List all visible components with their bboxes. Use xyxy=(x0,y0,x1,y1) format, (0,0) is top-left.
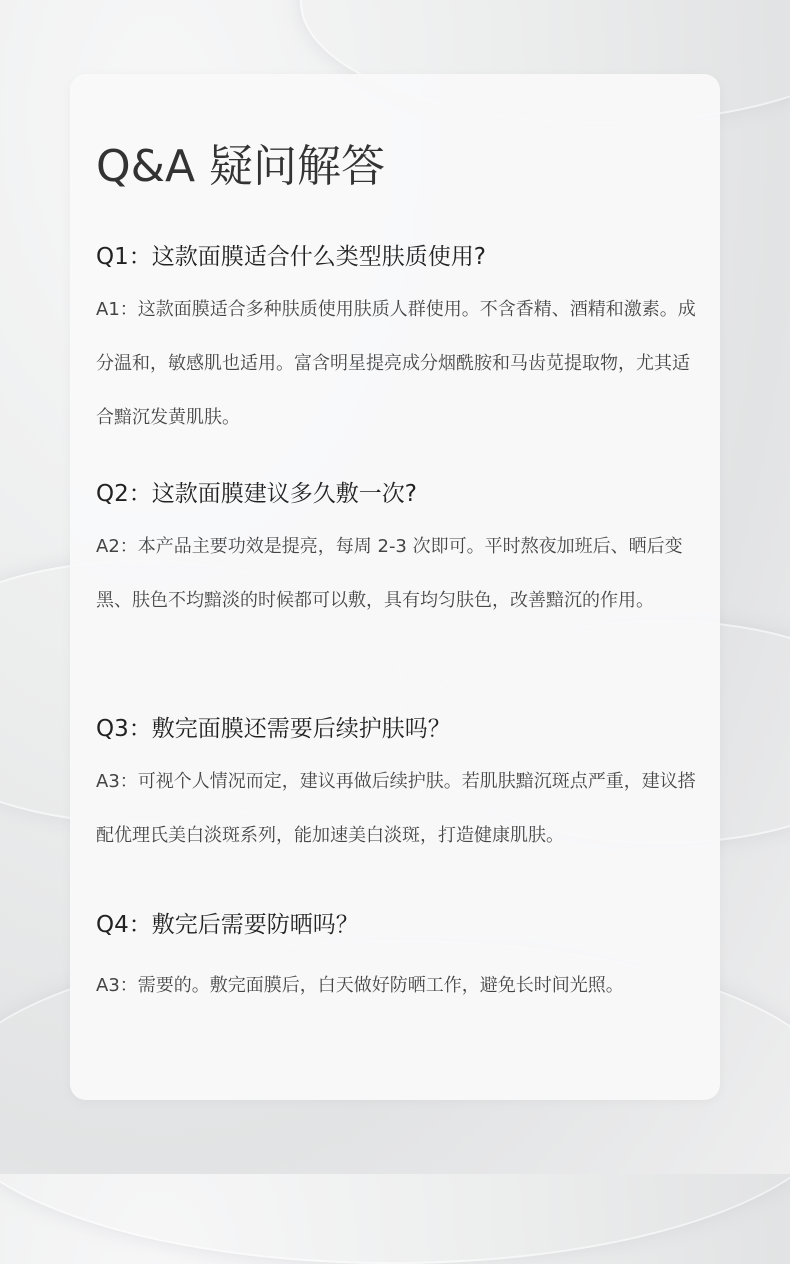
qa-item-1 xyxy=(96,242,700,445)
question-text: Q4：敷完后需要防晒吗？ xyxy=(96,912,359,938)
answer-text: A3：可视个人情况而定，建议再做后续护肤。若肌肤黯沉斑点严重，建议搭配优理氏美白淡斑系列，能加速美白淡斑，打造健康肌肤。 xyxy=(96,771,696,846)
qa-item-2 xyxy=(96,479,700,628)
qa-card xyxy=(70,74,720,1100)
answer-text: A1：这款面膜适合多种肤质使用肤质人群使用。不含香精、酒精和激素。成分温和，敏感肌也适用。富含明星提亮成分烟酰胺和马齿苋提取物，尤其适合黯沉发黄肌肤。 xyxy=(96,299,696,428)
page-title: Q&A 疑问解答 xyxy=(96,141,386,192)
question-text: Q2：这款面膜建议多久敷一次? xyxy=(96,481,417,507)
answer-text: A2：本产品主要功效是提亮，每周 2-3 次即可。平时熬夜加班后、晒后变黑、肤色不均黯淡的时候都可以敷，具有均匀肤色，改善黯沉的作用。 xyxy=(96,536,683,611)
qa-item-3 xyxy=(96,714,700,863)
qa-item-4 xyxy=(96,910,700,1013)
question-text: Q1：这款面膜适合什么类型肤质使用? xyxy=(96,244,486,270)
answer-text: A3：需要的。敷完面膜后，白天做好防晒工作，避免长时间光照。 xyxy=(96,975,624,996)
question-text: Q3：敷完面膜还需要后续护肤吗？ xyxy=(96,716,451,742)
